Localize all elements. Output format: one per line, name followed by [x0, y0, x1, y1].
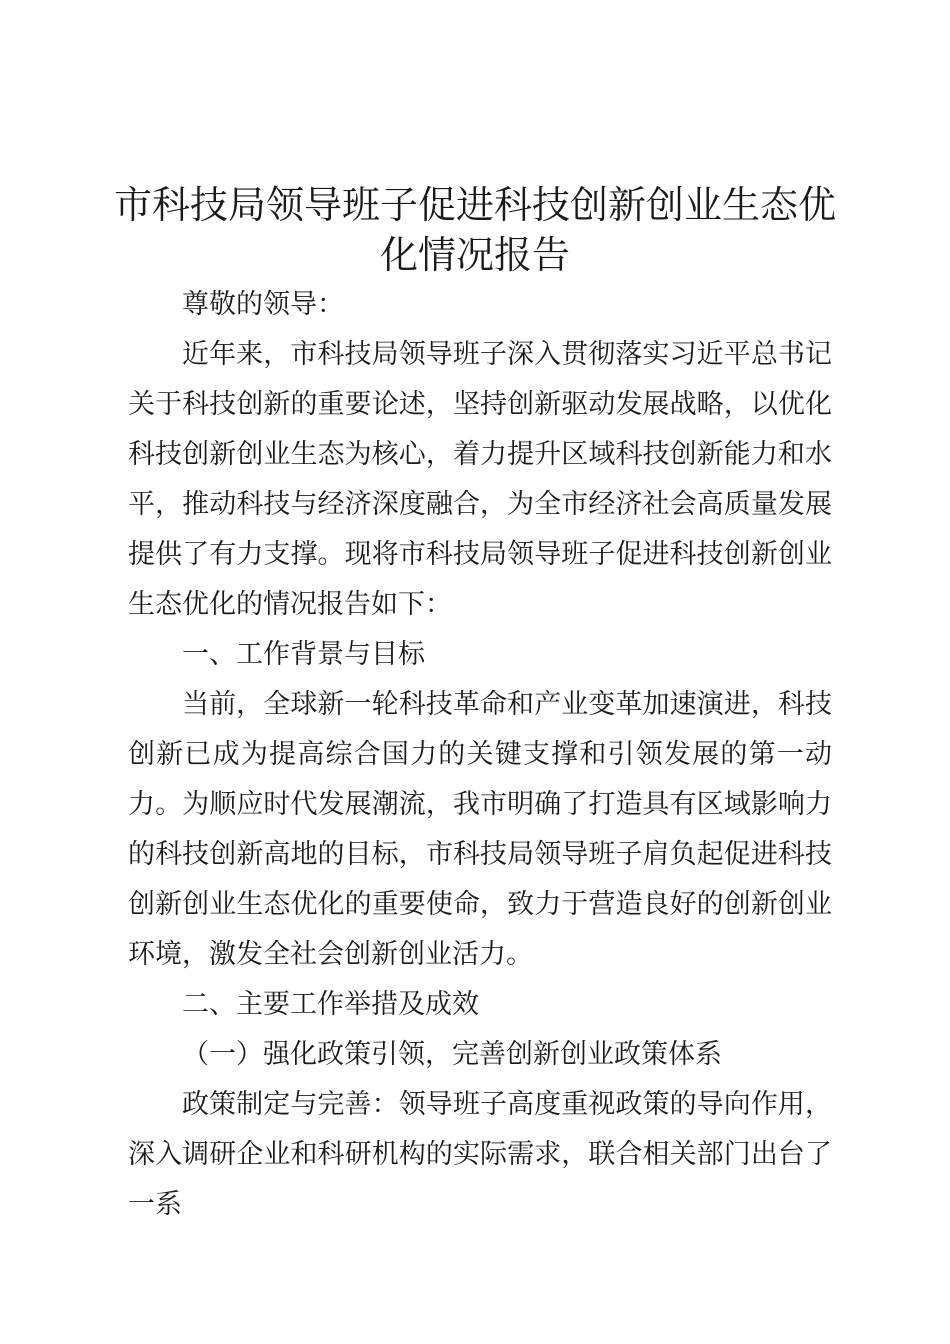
section-1-paragraph: 当前，全球新一轮科技革命和产业变革加速演进，科技创新已成为提高综合国力的关键支撑和引领发展的第一动力。为顺应时代发展潮流，我市明确了打造具有区域影响力的科技创新高地的目标，市科技局领导班子肩负起促进科技创新创业生态优化的重要使命，致力于营造良好的创新创业环境，激发全社会创新创业活力。: [128, 689, 832, 970]
salutation: 尊敬的领导：: [182, 289, 344, 320]
section-heading-1: 一、工作背景与目标: [182, 639, 425, 670]
document-title: 市科技局领导班子促进科技创新创业生态优化情况报告: [113, 183, 836, 277]
subsection-1-paragraph: 政策制定与完善：领导班子高度重视政策的导向作用，深入调研企业和科研机构的实际需求，联合相关部门出台了一系: [128, 1089, 832, 1220]
intro-paragraph: 近年来，市科技局领导班子深入贯彻落实习近平总书记关于科技创新的重要论述，坚持创新驱动发展战略，以优化科技创新创业生态为核心，着力提升区域科技创新能力和水平，推动科技与经济深度融合，为全市经济社会高质量发展提供了有力支撑。现将市科技局领导班子促进科技创新创业生态优化的情况报告如下：: [128, 339, 832, 620]
document-body: [128, 280, 832, 1230]
section-heading-2: 二、主要工作举措及成效: [182, 989, 479, 1020]
subsection-heading-1: （一）强化政策引领，完善创新创业政策体系: [182, 1039, 722, 1070]
